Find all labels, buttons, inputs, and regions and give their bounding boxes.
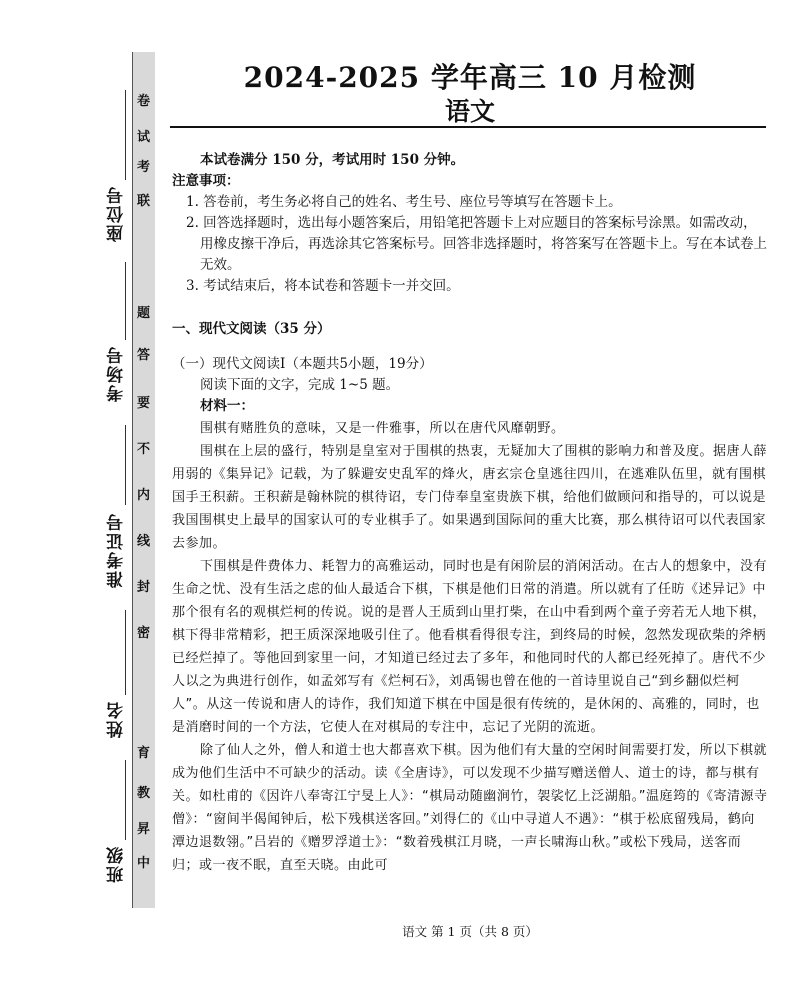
instruction-item: 1. 答卷前，考生务必将自己的姓名、考生号、座位号等填写在答题卡上。 [186, 194, 622, 210]
material-label: 材料一： [200, 397, 254, 414]
ticket-line [125, 425, 126, 505]
strip-char: 不 [137, 442, 151, 457]
binding-strip [132, 52, 155, 908]
section-title: 一、现代文阅读（35 分） [172, 321, 331, 337]
class-label: 班级 [107, 845, 127, 883]
passage-paragraph: 围棋在上层的盛行，特别是皇室对于围棋的热衷，无疑加大了围棋的影响力和普及度。据唐人薛用弱的《集异记》记载，为了躲避安史乱军的烽火，唐玄宗仓皇逃往四川，在逃难队伍里，就有围棋国手王积薪。王积薪是翰林院的棋待诏，专门侍奉皇室贵族下棋，给他们做顾问和指导的，可以说是我国围棋史上最早的国家认可的专业棋手了。如果遇到国际间的重大比赛，那么棋待诏可以代表国家去参加。 [172, 443, 768, 551]
strip-char: 题 [137, 306, 151, 321]
strip-char: 联 [137, 194, 151, 209]
passage-paragraph: 下围棋是件费体力、耗智力的高雅运动，同时也是有闲阶层的消闲活动。在古人的想象中，没有生命之忧、没有生活之虑的仙人最适合下棋，下棋是他们日常的消遣。所以就有了任昉《述异记》中那个很有名的观棋烂柯的传说。说的是晋人王质到山里打柴，在山中看到两个童子旁若无人地下棋，棋下得非常精彩，把王质深深地吸引住了。他看棋看得很专注，到终局的时候，忽然发现砍柴的斧柄已经烂掉了。等他回到家里一问，才知道已经过去了多年，和他同时代的人都已经死掉了。唐代不少人以之为典进行创作，如孟郊写有《烂柯石》，刘禹锡也曾在他的一首诗里说自己“到乡翻似烂柯人”。从这一传说和唐人的诗作，我们知道下棋在中国是很有传统的，是休闲的、高雅的，同时，也是消磨时间的一个方法，它使人在对棋局的专注中，忘记了光阴的流逝。 [172, 558, 768, 735]
header-divider [170, 126, 766, 128]
passage-paragraph: 围棋有赌胜负的意味，又是一件雅事，所以在唐代风靡朝野。 [200, 420, 565, 436]
strip-char: 试 [137, 130, 151, 145]
instruction-item: 3. 考试结束后，将本试卷和答题卡一并交回。 [186, 278, 460, 294]
instructions [172, 150, 768, 297]
exam-content [172, 150, 768, 877]
strip-char: 卷 [137, 94, 151, 109]
strip-char: 教 [137, 786, 151, 801]
room-label: 考场号 [107, 345, 127, 402]
instruction-item: 2. 回答选择题时，选出每小题答案后，用铅笔把答题卡上对应题目的答案标号涂黑。如需改动，用橡皮擦干净后，再选涂其它答案标号。回答非选择题时，将答案写在答题卡上。写在本试卷上无效。 [186, 215, 767, 273]
strip-char: 答 [137, 348, 151, 363]
name-label: 姓名 [107, 700, 127, 738]
strip-char: 要 [137, 396, 151, 411]
reading-directive: 阅读下面的文字，完成 1~5 题。 [200, 376, 400, 393]
strip-char: 昇 [137, 822, 151, 837]
ticket-label: 准考证号 [107, 512, 127, 588]
class-line [125, 760, 126, 840]
subject-title: 语文 [444, 97, 495, 126]
strip-char: 育 [137, 746, 151, 761]
strip-char: 线 [137, 534, 151, 549]
strip-char: 封 [137, 580, 151, 595]
strip-char: 考 [137, 160, 151, 175]
strip-char: 内 [137, 488, 151, 503]
room-line [125, 262, 126, 340]
exam-title: 2024-2025 学年高三 10 月检测 [243, 61, 697, 94]
strip-char: 密 [137, 626, 151, 641]
page-footer: 语文 第 1 页（共 8 页） [402, 924, 538, 939]
seat-label: 座位号 [107, 185, 127, 242]
subsection-title: （一）现代文阅读Ⅰ（本题共5小题，19分） [172, 355, 433, 372]
name-line [125, 610, 126, 695]
strip-char: 中 [137, 856, 151, 871]
seat-line [125, 90, 126, 180]
notes-heading: 注意事项： [172, 173, 240, 189]
passage-paragraph: 除了仙人之外，僧人和道士也大都喜欢下棋。因为他们有大量的空闲时间需要打发，所以下棋就成为他们生活中不可缺少的活动。读《全唐诗》，可以发现不少描写赠送僧人、道士的诗，都与棋有关。如杜甫的《因许八奉寄江宁旻上人》：“棋局动随幽涧竹，袈裟忆上泛湖船。”温庭筠的《寄清源寺僧》：“窗间半偈闻钟后，松下残棋送客回。”刘得仁的《山中寻道人不遇》：“棋于松底留残局，鹤向潭边退数翎。”吕岩的《赠罗浮道士》：“数着残棋江月晓，一声长啸海山秋。”或松下残局，送客而归；或一夜不眠，直至天晓。由此可 [172, 742, 768, 873]
exam-intro: 本试卷满分 150 分，考试用时 150 分钟。 [200, 152, 465, 168]
